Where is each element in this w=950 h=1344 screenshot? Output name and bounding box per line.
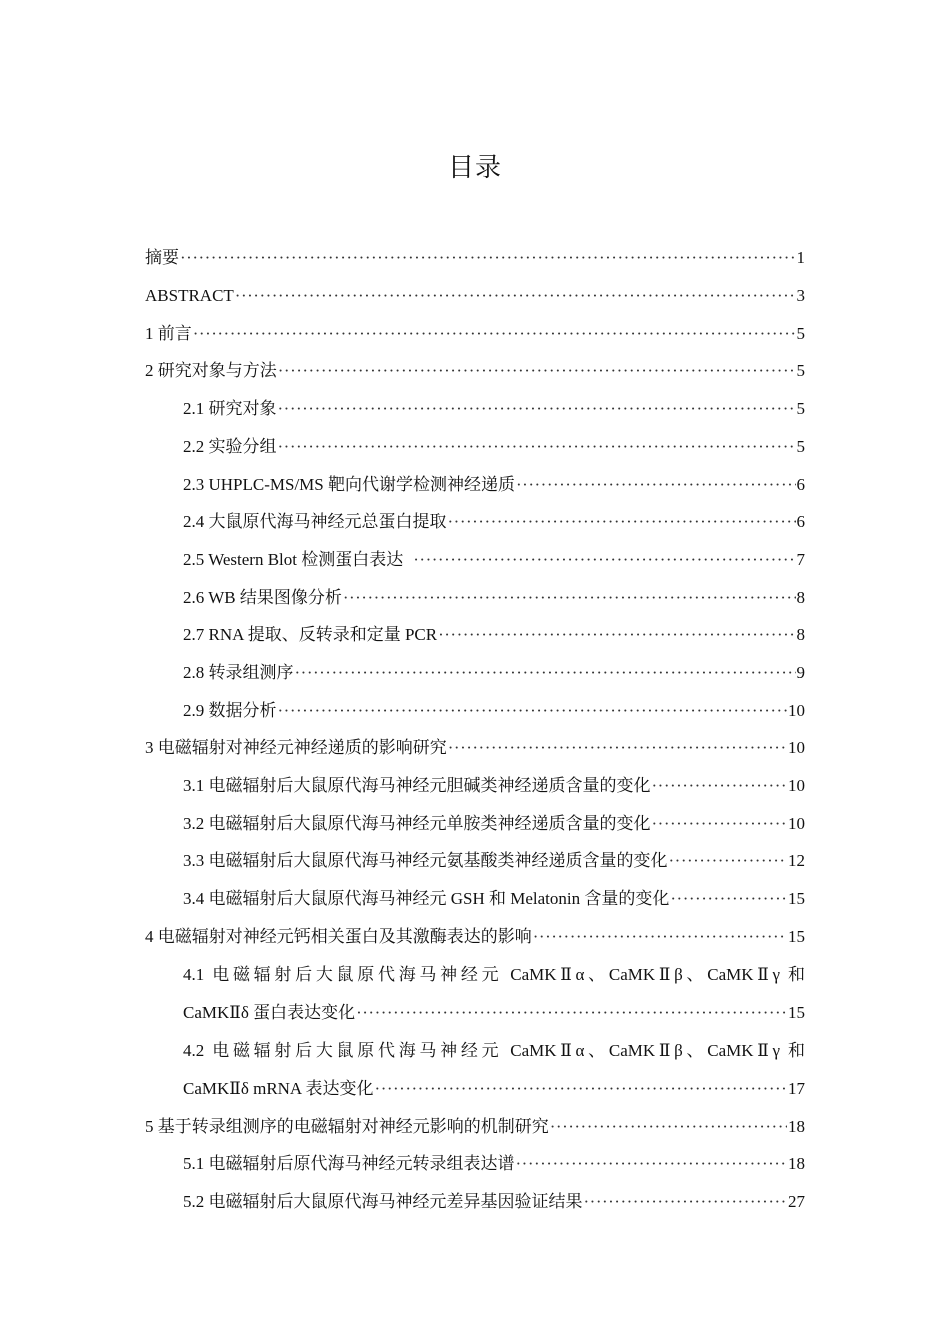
toc-entry[interactable] — [183, 585, 805, 611]
toc-entry[interactable] — [183, 660, 805, 686]
toc-entry-label: CaMKⅡδ mRNA 表达变化 — [183, 1079, 374, 1098]
toc-leader-dots — [278, 358, 796, 384]
toc-page-number: 7 — [796, 550, 805, 569]
toc-entry-label: 2.2 实验分组 — [183, 437, 277, 456]
toc-entry[interactable] — [183, 1076, 805, 1102]
toc-leader-dots — [343, 585, 796, 611]
toc-entry-label: 3.4 电磁辐射后大鼠原代海马神经元 GSH 和 Melatonin 含量的变化 — [183, 889, 670, 908]
toc-entry[interactable] — [145, 321, 805, 347]
toc-entry-label: 1 前言 — [145, 324, 192, 343]
toc-entry[interactable] — [145, 1114, 805, 1140]
toc-entry-label: 2.1 研究对象 — [183, 399, 277, 418]
toc-entry[interactable] — [183, 1000, 805, 1026]
toc-entry-label: 5.1 电磁辐射后原代海马神经元转录组表达谱 — [183, 1154, 515, 1173]
toc-entry[interactable] — [183, 622, 805, 648]
toc-page-number: 5 — [796, 399, 805, 418]
toc-entry-label: ABSTRACT — [145, 286, 234, 305]
toc-page-number: 10 — [788, 776, 805, 795]
toc-entry-label: 2.8 转录组测序 — [183, 663, 294, 682]
toc-leader-dots — [356, 1000, 787, 1026]
toc-leader-dots — [413, 547, 795, 573]
toc-leader-dots — [652, 811, 788, 837]
toc-leader-dots — [516, 1151, 788, 1177]
toc-entry-label: 5.2 电磁辐射后大鼠原代海马神经元差异基因验证结果 — [183, 1192, 583, 1211]
toc-page-number: 8 — [796, 588, 805, 607]
toc-entry[interactable] — [145, 283, 805, 309]
toc-page-number: 18 — [788, 1117, 805, 1136]
toc-page-number: 9 — [796, 663, 805, 682]
toc-entry-label: 2.9 数据分析 — [183, 701, 277, 720]
toc-entry-label: 5 基于转录组测序的电磁辐射对神经元影响的机制研究 — [145, 1117, 549, 1136]
toc-entry-label: 3.1 电磁辐射后大鼠原代海马神经元胆碱类神经递质含量的变化 — [183, 776, 651, 795]
toc-leader-dots — [278, 396, 796, 422]
toc-entry[interactable] — [183, 472, 805, 498]
toc-entry-label: CaMKⅡδ 蛋白表达变化 — [183, 1003, 356, 1022]
toc-entry-label: 3.3 电磁辐射后大鼠原代海马神经元氨基酸类神经递质含量的变化 — [183, 851, 668, 870]
toc-entry-label: 3 电磁辐射对神经元神经递质的影响研究 — [145, 738, 447, 757]
toc-leader-dots — [448, 735, 787, 761]
toc-page-number: 10 — [788, 701, 805, 720]
toc-leader-dots — [533, 924, 787, 950]
toc-leader-dots — [438, 622, 795, 648]
toc-page-number: 3 — [796, 286, 805, 305]
toc-entry[interactable] — [183, 434, 805, 460]
toc-page-number: 15 — [788, 1003, 805, 1022]
toc-entry-wrapped-line[interactable]: 4.1 电磁辐射后大鼠原代海马神经元 CaMKⅡα、CaMKⅡβ、CaMKⅡγ 和 — [183, 965, 805, 984]
toc-leader-dots — [550, 1114, 787, 1140]
toc-entry-label: 2.6 WB 结果图像分析 — [183, 588, 342, 607]
toc-entry-label: 2 研究对象与方法 — [145, 361, 277, 380]
toc-entry-label: 摘要 — [145, 248, 179, 267]
toc-page-number: 15 — [788, 927, 805, 946]
toc-leader-dots — [180, 245, 796, 271]
toc-entry[interactable] — [183, 547, 805, 573]
toc-entry-label: 2.7 RNA 提取、反转录和定量 PCR — [183, 625, 438, 644]
toc-page-number: 6 — [796, 475, 805, 494]
toc-entry-label: 2.5 Western Blot 检测蛋白表达 — [183, 550, 404, 569]
toc-page-number: 6 — [796, 512, 805, 531]
toc-leader-dots — [516, 472, 795, 498]
toc-entry[interactable] — [183, 773, 805, 799]
toc-entry[interactable] — [183, 1151, 805, 1177]
toc-page-number: 5 — [796, 437, 805, 456]
toc-entry[interactable] — [183, 698, 805, 724]
toc-page-number: 17 — [788, 1079, 805, 1098]
toc-page-number: 8 — [796, 625, 805, 644]
toc-entry-label: 2.4 大鼠原代海马神经元总蛋白提取 — [183, 512, 447, 531]
toc-entry[interactable] — [183, 848, 805, 874]
toc-leader-dots — [670, 886, 787, 912]
toc-entry[interactable] — [183, 811, 805, 837]
toc-entry[interactable] — [145, 924, 805, 950]
toc-page-number: 27 — [788, 1192, 805, 1211]
toc-page-number: 5 — [796, 324, 805, 343]
toc-entry-label: 3.2 电磁辐射后大鼠原代海马神经元单胺类神经递质含量的变化 — [183, 814, 651, 833]
toc-entry-wrapped-line[interactable]: 4.2 电磁辐射后大鼠原代海马神经元 CaMKⅡα、CaMKⅡβ、CaMKⅡγ 和 — [183, 1041, 805, 1060]
toc-title: 目录 — [447, 153, 502, 183]
toc-page-number: 12 — [788, 851, 805, 870]
toc-leader-dots — [278, 434, 796, 460]
toc-leader-dots — [278, 698, 788, 724]
toc-entry[interactable] — [183, 396, 805, 422]
toc-leader-dots — [295, 660, 796, 686]
toc-page-number: 10 — [788, 814, 805, 833]
toc-entry[interactable] — [145, 735, 805, 761]
toc-leader-dots — [652, 773, 788, 799]
toc-page-number: 1 — [796, 248, 805, 267]
toc-page-number: 15 — [788, 889, 805, 908]
toc-leader-dots — [669, 848, 788, 874]
toc-leader-dots — [375, 1076, 787, 1102]
toc-page-number: 5 — [796, 361, 805, 380]
toc-leader-dots — [448, 509, 796, 535]
toc-entry[interactable] — [145, 245, 805, 271]
toc-entry-label: 4 电磁辐射对神经元钙相关蛋白及其激酶表达的影响 — [145, 927, 532, 946]
toc-page-number: 18 — [788, 1154, 805, 1173]
toc-entry[interactable] — [145, 358, 805, 384]
toc-leader-dots — [235, 283, 796, 309]
toc-entry[interactable] — [183, 1189, 805, 1215]
toc-page-number: 10 — [788, 738, 805, 757]
toc-entry[interactable] — [183, 886, 805, 912]
toc-leader-dots — [584, 1189, 788, 1215]
toc-entry[interactable] — [183, 509, 805, 535]
toc-entry-label: 2.3 UHPLC-MS/MS 靶向代谢学检测神经递质 — [183, 475, 516, 494]
toc-leader-dots — [193, 321, 796, 347]
